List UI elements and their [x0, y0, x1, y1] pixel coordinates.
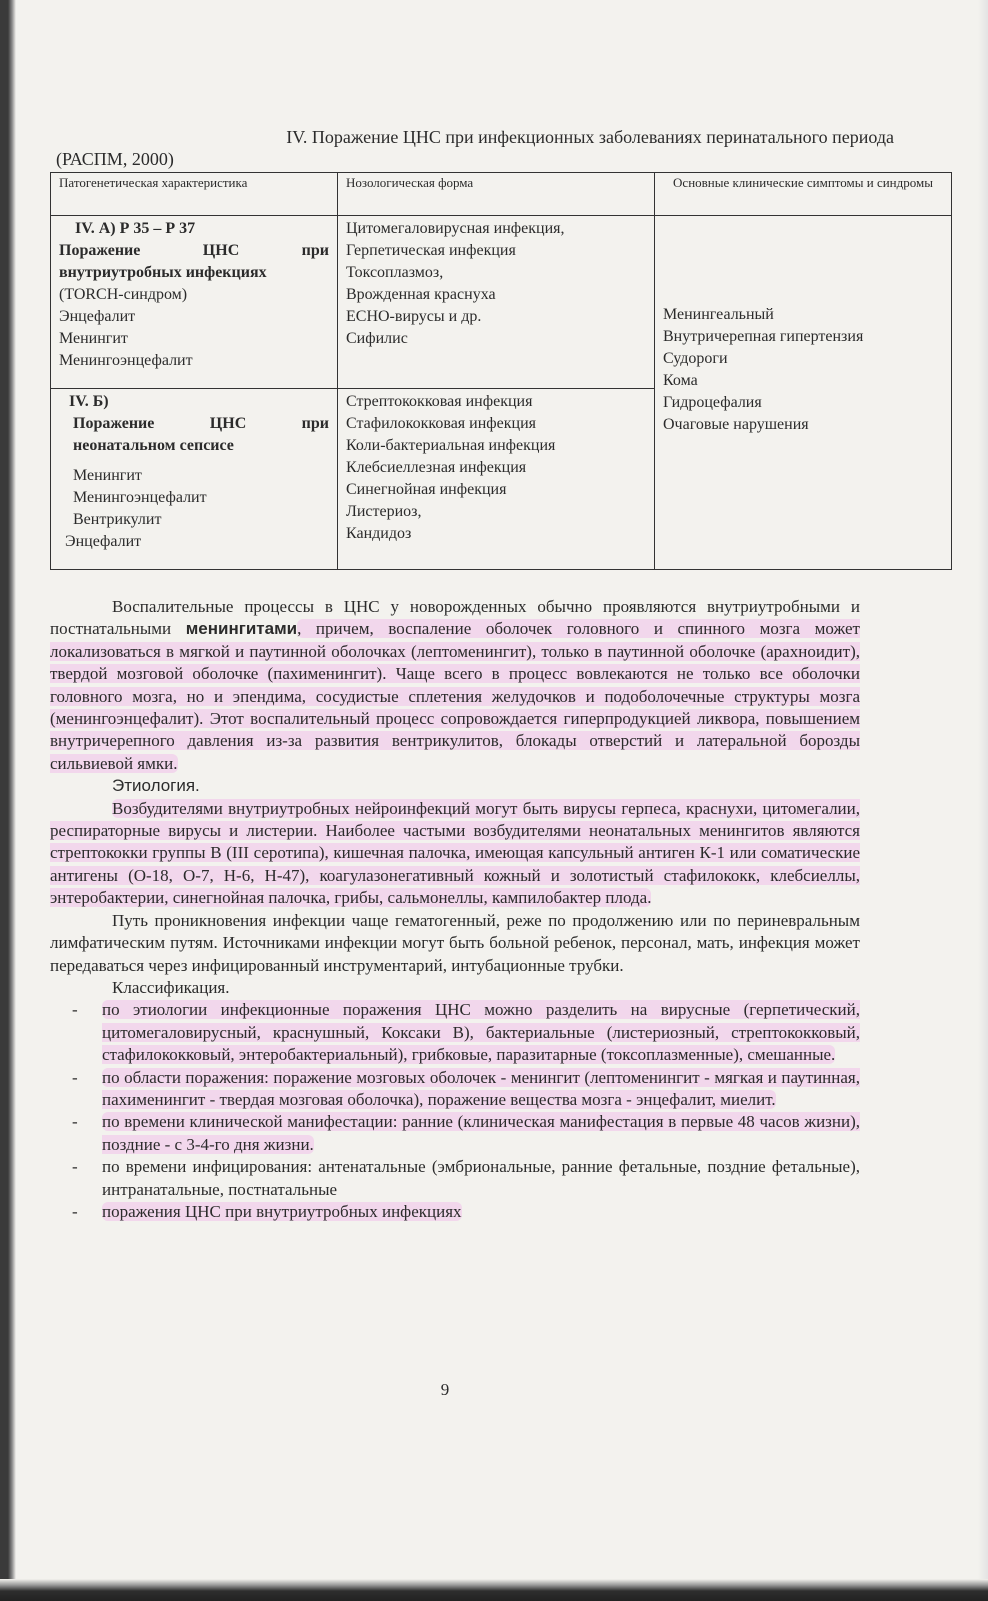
paragraph-route: Путь проникновения инфекции чаще гематогенный, реже по продолжению или по периневральным лимфатическим путям. Источниками инфекции могут быть больной ребенок, персонал, мать, инфекция может передаваться через инфицированный инструментарий, интубационные трубки. [50, 910, 860, 975]
list-item [50, 999, 860, 1066]
list-item: Менингоэнцефалит [59, 352, 193, 369]
group-b-title: Поражение ЦНС при неонатальном сепсисе [73, 414, 329, 454]
list-item: Герпетическая инфекция [346, 242, 516, 259]
cell-forms-a [338, 216, 655, 389]
cell-group-b [51, 388, 338, 569]
list-item: Стрептококковая инфекция [346, 392, 533, 410]
list-item: Сифилис [346, 330, 408, 347]
classification-list [50, 999, 860, 1223]
page-binding-edge [0, 0, 16, 1601]
section-title-main: IV. Поражение ЦНС при инфекционных заболеваниях перинатального периода [286, 127, 894, 147]
list-item-text: поражения ЦНС при внутриутробных инфекциях [102, 1201, 462, 1221]
list-item: Энцефалит [65, 532, 142, 550]
header-symptoms: Основные клинические симптомы и синдромы [655, 173, 952, 216]
list-item [50, 1111, 860, 1156]
cell-forms-b [338, 388, 655, 569]
paragraph-intro-bold: менингитами [185, 619, 298, 639]
group-a-code: IV. А) Р 35 – Р 37 [75, 220, 196, 237]
page-bottom-edge [0, 1579, 988, 1601]
group-b-code: IV. Б) [69, 392, 109, 410]
list-item: Цитомегаловирусная инфекция, [346, 220, 565, 237]
list-item: Врожденная краснуха [346, 286, 496, 303]
list-item: Внутричерепная гипертензия [663, 328, 864, 345]
page-right-edge [978, 0, 988, 1601]
list-item: Стафилококковая инфекция [346, 414, 537, 432]
list-item [50, 1067, 860, 1112]
list-item: Кома [663, 372, 698, 389]
header-pathogenetic: Патогенетическая характеристика [51, 173, 338, 216]
list-item-text: по этиологии инфекционные поражения ЦНС можно разделить на вирусные (герпетический, цитомегаловирусный, краснушный, Коксаки В), бактериальные (листериозный, стрептококковый, стафилококковый, энтеробактериальный), грибковые, паразитарные (токсоплазменные), смешанные. [102, 1000, 860, 1065]
list-item: Судороги [663, 350, 728, 367]
cell-group-a [51, 216, 338, 389]
list-item: Коли-бактериальная инфекция [346, 436, 556, 454]
list-item: Листериоз, [346, 502, 422, 520]
paragraph-intro [50, 596, 860, 775]
cell-symptoms [655, 216, 952, 570]
group-a-subtitle: (TORCH-синдром) [59, 286, 188, 303]
list-item: Клебсиеллезная инфекция [346, 458, 527, 476]
table-row-group-a [51, 216, 952, 389]
list-item-text: по времени клинической манифестации: ранние (клиническая манифестация в первые 48 часов жизни), поздние - с 3-4-го дня жизни. [102, 1112, 860, 1154]
list-item: Очаговые нарушения [663, 416, 809, 433]
nosology-table [50, 172, 952, 570]
list-item: Менингит [73, 466, 142, 484]
list-item: Энцефалит [59, 308, 136, 325]
list-item: Кандидоз [346, 524, 412, 542]
paragraph-intro-start: Воспалительные процессы в ЦНС у новорожденных обычно проявляются внутриутробными и постнатальными [50, 597, 860, 639]
list-item: Менингит [59, 330, 128, 347]
list-item: ЕСНО-вирусы и др. [346, 308, 482, 325]
list-item: Менингеальный [663, 306, 774, 323]
classification-heading: Классификация. [112, 977, 230, 997]
list-item [50, 1156, 860, 1201]
list-item: Гидроцефалия [663, 394, 762, 411]
header-nosological: Нозологическая форма [338, 173, 655, 216]
body-text [50, 596, 860, 1223]
list-item: Вентрикулит [73, 510, 162, 528]
paragraph-etiology [50, 798, 860, 910]
spacer [59, 457, 329, 465]
list-item: Менингоэнцефалит [73, 488, 207, 506]
list-item-text: по области поражения: поражение мозговых оболочек - менингит (лептоменингит - мягкая и паутинная, пахименингит - твердая мозговая оболочка), поражение вещества мозга - энцефалит, миелит. [102, 1067, 860, 1109]
list-item [50, 1201, 860, 1223]
table-header-row [51, 173, 952, 216]
section-title [56, 126, 898, 170]
list-item: Синегнойная инфекция [346, 480, 507, 498]
group-a-title: Поражение ЦНС при внутриутробных инфекциях [59, 242, 329, 281]
section-title-source: (РАСПМ, 2000) [56, 149, 174, 169]
paragraph-intro-rest: , причем, воспаление оболочек головного и спинного мозга может локализоваться в мягкой и паутинной оболочках (лептоменингит), только в паутинной оболочке (арахноидит), твердой мозговой оболочке (пахименингит). Чаще всего в процесс вовлекаются не только все оболочки головного мозга, но и эпендима, сосудистые сплетения желудочков и подоболочечные структуры мозга (менингоэнцефалит). Этот воспалительный процесс сопровождается гиперпродукцией ликвора, повышением внутричерепного давления из-за развития вентрикулитов, блокады отверстий и латеральной борозды сильвиевой ямки. [50, 619, 860, 773]
page-number: 9 [440, 1380, 450, 1399]
etiology-heading: Этиология. [112, 776, 200, 796]
list-item: Токсоплазмоз, [346, 264, 444, 281]
list-item-text: по времени инфицирования: антенатальные (эмбриональные, ранние фетальные, поздние фетальные), интранатальные, постнатальные [102, 1157, 860, 1199]
paragraph-etiology-text: Возбудителями внутриутробных нейроинфекций могут быть вирусы герпеса, краснухи, цитомегалии, респираторные вирусы и листерии. Наиболее частыми возбудителями неонатальных менингитов являются стрептококки группы В (III серотипа), кишечная палочка, имеющая капсульный антиген К-1 или соматические антигены (О-18, О-7, Н-6, Н-47), коагулазонегативный кожный и золотистый стафилококк, клебсиеллы, энтеробактерии, синегнойная палочка, грибы, сальмонеллы, кампилобактер плода. [50, 798, 860, 908]
